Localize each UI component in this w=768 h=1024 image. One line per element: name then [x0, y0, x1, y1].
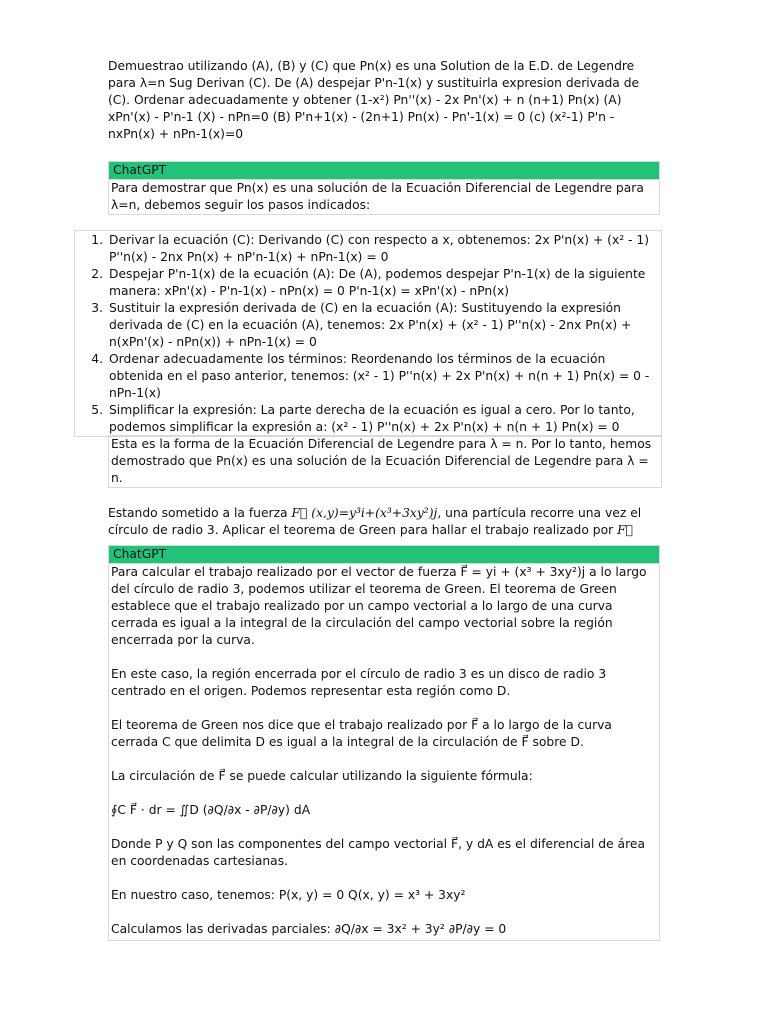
answer-paragraph: Donde P y Q son las componentes del campo vectorial F⃗, y dA es el diferencial de área en coordenadas cartesianas. [111, 837, 645, 868]
question-1-prompt: Demuestrao utilizando (A), (B) y (C) que Pn(x) es una Solution de la E.D. de Legendre para λ=n Sug Derivan (C). De (A) despejar P'n-1(x) y sustituirla expresion derivada de (C). Ordenar adecuadamente y obtener (1-x²) Pn''(x) - 2x Pn'(x) + n (n+1) Pn(x) (A) xPn'(x) - P'n-1 (X) - nPn=0 (B) P'n+1(x) - (2n+1) Pn(x) - Pn'-1(x) = 0 (c) (x²-1) P'n - nxPn(x) + nPn-1(x)=0 [108, 59, 640, 141]
chatgpt-header: ChatGPT [109, 546, 659, 563]
step-number: 5. [91, 403, 103, 417]
list-item [75, 266, 661, 300]
green-formula: ∮C F⃗ · dr = ∬D (∂Q/∂x - ∂P/∂y) dA [111, 803, 311, 817]
step-text: Ordenar adecuadamente los términos: Reordenando los términos de la ecuación obtenida en el paso anterior, tenemos: (x² - 1) P''n(x) + 2x P'n(x) + n(n + 1) Pn(x) = 0 - nPn-1(x) [109, 352, 650, 400]
step-text: Derivar la ecuación (C): Derivando (C) con respecto a x, obtenemos: 2x P'n(x) + (x² - 1) P''n(x) - 2nx Pn(x) + nP'n-1(x) + nPn-1(x) = 0 [109, 233, 650, 264]
force-formula: F⃗ (x,y)=y³i+(x³+3xy²)j [291, 506, 438, 520]
steps-list [74, 230, 662, 437]
step-number: 4. [91, 352, 103, 366]
step-text: Despejar P'n-1(x) de la ecuación (A): De (A), podemos despejar P'n-1(x) de la siguiente manera: xPn'(x) - P'n-1(x) - nPn(x) = 0 P'n-1(x) = xPn'(x) - nPn(x) [109, 267, 646, 298]
answer-paragraph: Calculamos las derivadas parciales: ∂Q/∂x = 3x² + 3y² ∂P/∂y = 0 [111, 922, 507, 936]
answer-1 [108, 161, 660, 215]
answer-1-conclusion: Esta es la forma de la Ecuación Diferencial de Legendre para λ = n. Por lo tanto, hemos demostrado que Pn(x) es una solución de la Ecuación Diferencial de Legendre para λ = n. [111, 437, 652, 485]
answer-paragraph: Para calcular el trabajo realizado por el vector de fuerza F⃗ = yi + (x³ + 3xy²)j a lo largo del círculo de radio 3, podemos utilizar el teorema de Green. El teorema de Green establece que el trabajo realizado por un campo vectorial a lo largo de una curva cerrada es igual a la integral de la circulación del campo vectorial sobre la región encerrada por la curva. [111, 565, 647, 647]
answer-paragraph: En este caso, la región encerrada por el círculo de radio 3 es un disco de radio 3 centrado en el origen. Podemos representar esta región como D. [111, 667, 607, 698]
question-2-prompt-rest: , una partícula recorre una vez el círculo de radio 3. Aplicar el teorema de Green para hallar el trabajo realizado por [108, 506, 642, 537]
answer-1-intro: Para demostrar que Pn(x) es una solución de la Ecuación Diferencial de Legendre para λ=n, debemos seguir los pasos indicados: [111, 181, 644, 212]
list-item [75, 351, 661, 402]
step-number: 3. [91, 301, 103, 315]
answer-1-conclusion-row [108, 435, 662, 488]
answer-2-header-row [108, 545, 660, 564]
answer-1-header-row [108, 161, 660, 180]
question-2-prompt [108, 505, 660, 539]
answer-2-body [108, 564, 660, 941]
answer-paragraph: En nuestro caso, tenemos: P(x, y) = 0 Q(x, y) = x³ + 3xy² [111, 888, 466, 902]
chatgpt-header: ChatGPT [109, 162, 659, 179]
list-item [75, 300, 661, 351]
answer-1-intro-row [108, 180, 660, 215]
step-text: Sustituir la expresión derivada de (C) en la ecuación (A): Sustituyendo la expresión derivada de (C) en la ecuación (A), tenemos: 2x P'n(x) + (x² - 1) P''n(x) - 2nx Pn(x) + n(xPn'(x) - nPn(x)) + nPn-1(x) = 0 [109, 301, 632, 349]
answer-paragraph: El teorema de Green nos dice que el trabajo realizado por F⃗ a lo largo de la curva cerrada C que delimita D es igual a la integral de la circulación de F⃗ sobre D. [111, 718, 612, 749]
step-number: 1. [91, 233, 103, 247]
list-item [75, 232, 661, 266]
question-2 [108, 505, 660, 539]
force-symbol: F⃗ [617, 523, 634, 537]
step-number: 2. [91, 267, 103, 281]
question-2-prompt-start: Estando sometido a la fuerza [108, 506, 288, 520]
question-1 [108, 58, 660, 143]
answer-2 [108, 545, 660, 941]
answer-paragraph: La circulación de F⃗ se puede calcular utilizando la siguiente fórmula: [111, 769, 533, 783]
step-text: Simplificar la expresión: La parte derecha de la ecuación es igual a cero. Por lo tanto, podemos simplificar la expresión a: (x² - 1) P''n(x) + 2x P'n(x) + n(n + 1) Pn(x) = 0 [109, 403, 635, 434]
list-item [75, 402, 661, 436]
